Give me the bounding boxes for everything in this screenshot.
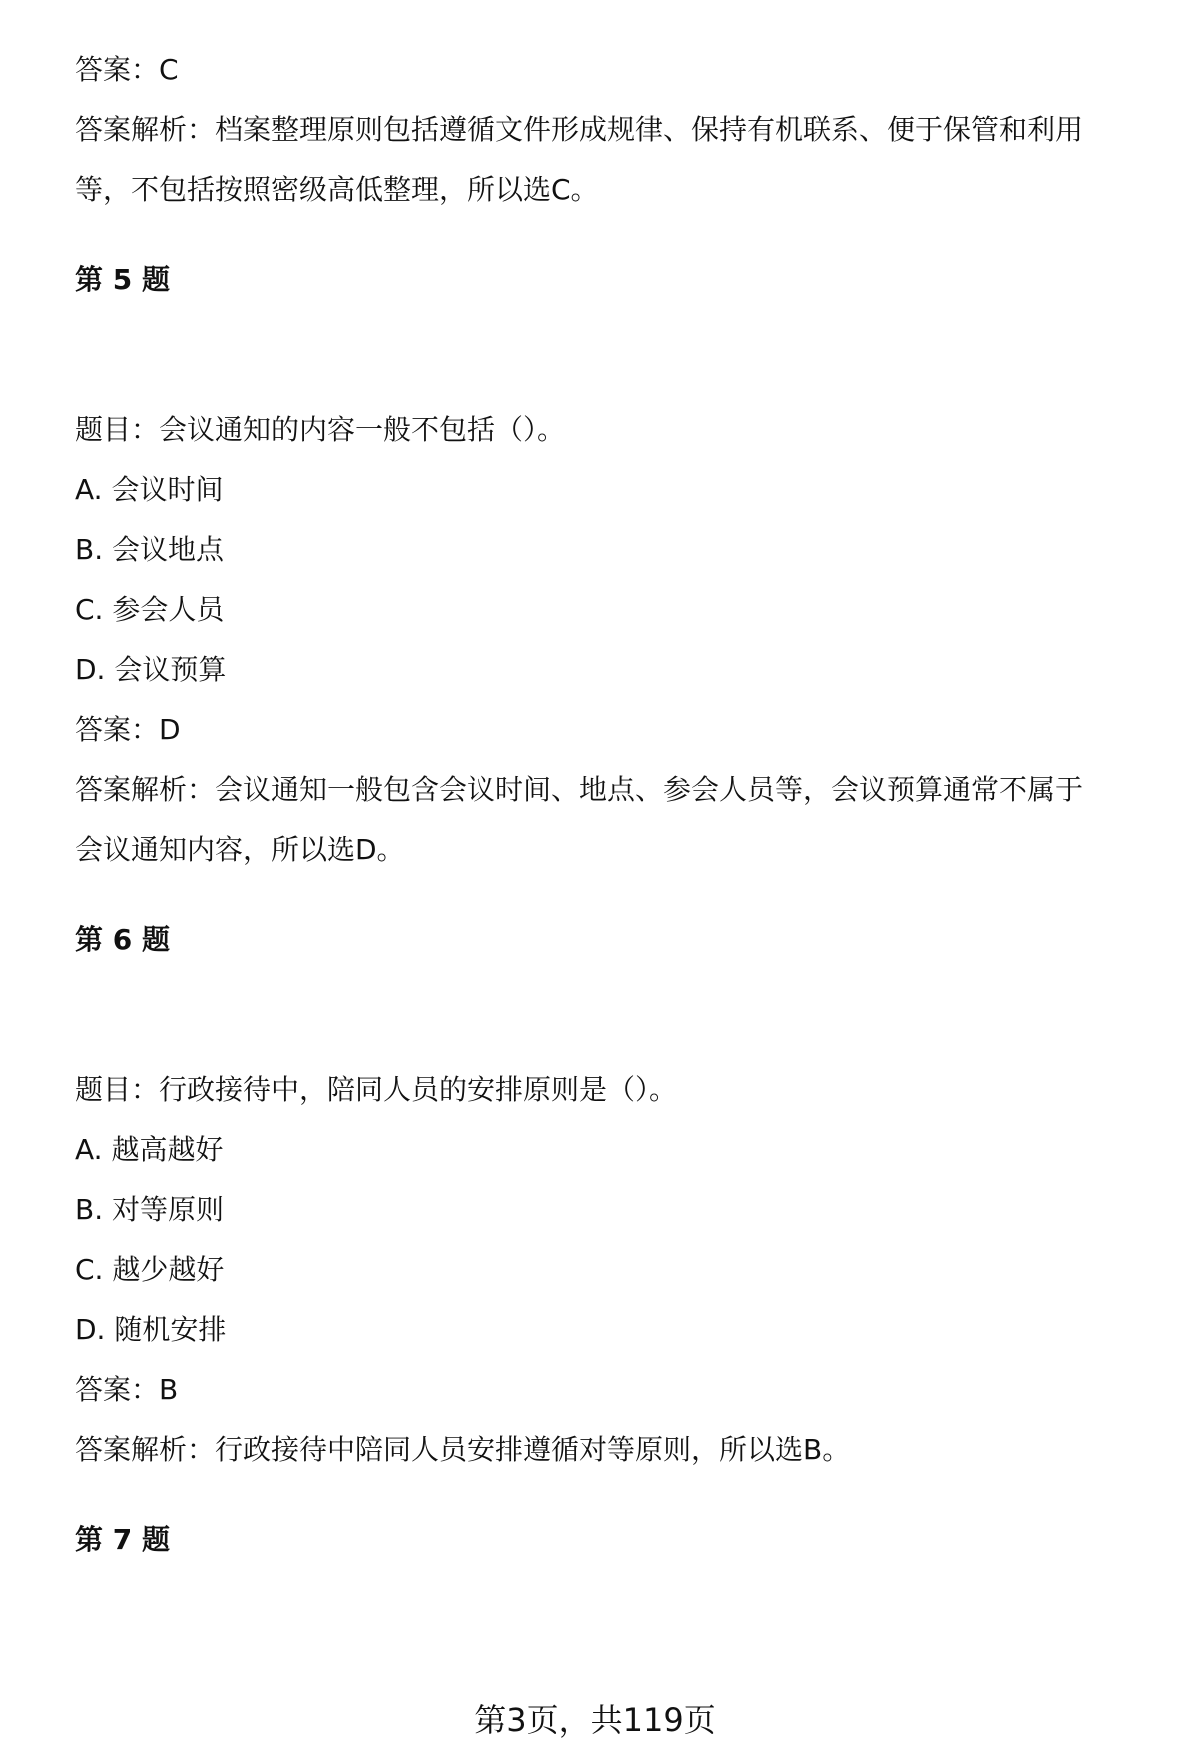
q5-heading: 第 5 题 (75, 263, 170, 296)
q5-option-a: A. 会议时间 (75, 473, 224, 506)
q6-question: 题目：行政接待中，陪同人员的安排原则是（）。 (75, 1073, 678, 1106)
q4-explanation-line-1: 答案解析：档案整理原则包括遵循文件形成规律、保持有机联系、便于保管和利用 (75, 113, 1084, 146)
q7-heading: 第 7 题 (75, 1523, 170, 1556)
q5-question: 题目：会议通知的内容一般不包括（）。 (75, 413, 566, 446)
q6-option-d: D. 随机安排 (75, 1313, 227, 1346)
q5-explanation-line-2: 会议通知内容，所以选D。 (75, 833, 405, 866)
q6-option-a: A. 越高越好 (75, 1133, 224, 1166)
q6-option-b: B. 对等原则 (75, 1193, 225, 1226)
q5-option-c: C. 参会人员 (75, 593, 225, 626)
q5-answer: 答案：D (75, 713, 181, 746)
q6-answer: 答案：B (75, 1373, 179, 1406)
page-indicator: 第3页，共119页 (474, 1701, 716, 1739)
q4-answer: 答案：C (75, 53, 179, 86)
q5-explanation-line-1: 答案解析：会议通知一般包含会议时间、地点、参会人员等，会议预算通常不属于 (75, 773, 1084, 806)
q6-option-c: C. 越少越好 (75, 1253, 225, 1286)
q5-option-b: B. 会议地点 (75, 533, 225, 566)
q5-option-d: D. 会议预算 (75, 653, 227, 686)
q4-explanation-line-2: 等，不包括按照密级高低整理，所以选C。 (75, 173, 599, 206)
q6-heading: 第 6 题 (75, 923, 170, 956)
q6-explanation-line-1: 答案解析：行政接待中陪同人员安排遵循对等原则，所以选B。 (75, 1433, 851, 1466)
